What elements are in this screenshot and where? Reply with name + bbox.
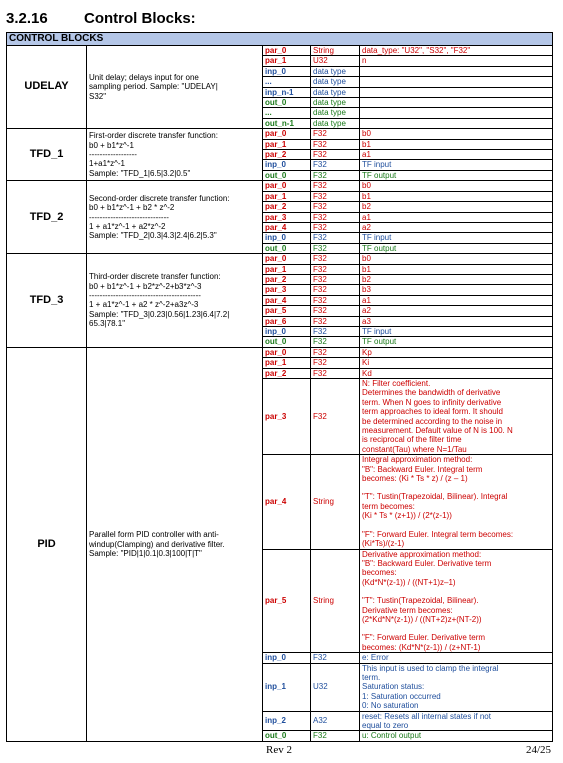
- description-line: b0 + b1*z^-1: [89, 140, 134, 150]
- description-line: sampling period. Sample: "UDELAY|: [89, 82, 218, 92]
- block-description: [87, 46, 263, 129]
- param-name: par_2: [263, 368, 311, 378]
- param-description: [360, 87, 553, 97]
- param-name: par_0: [263, 129, 311, 139]
- description-line: "T": Tustin(Trapezoidal, Bilinear).: [362, 596, 479, 606]
- description-line: "F": Forward Euler. Derivative term: [362, 633, 486, 643]
- param-name: ...: [263, 108, 311, 118]
- param-name: inp_0: [263, 160, 311, 170]
- param-description: TF output: [360, 243, 553, 253]
- param-name: par_4: [263, 295, 311, 305]
- param-description: TF input: [360, 326, 553, 336]
- param-type: F32: [311, 233, 360, 243]
- param-name: inp_0: [263, 326, 311, 336]
- param-description: u: Control output: [360, 731, 553, 741]
- param-description: TF output: [360, 337, 553, 347]
- description-line: constant(Tau) where N=1/Tau: [362, 444, 467, 454]
- description-line: equal to zero: [362, 721, 409, 730]
- param-description: a2: [360, 222, 553, 232]
- param-type: String: [311, 46, 360, 56]
- param-type: F32: [311, 285, 360, 295]
- block-description: [87, 129, 263, 181]
- param-type: F32: [311, 202, 360, 212]
- param-name: inp_0: [263, 233, 311, 243]
- description-line: 1 + a1*z^-1 + a2 * z^-2+a3z^-3: [89, 300, 199, 310]
- param-name: par_5: [263, 549, 311, 653]
- param-description: a1: [360, 212, 553, 222]
- description-line: N: Filter coefficient.: [362, 379, 431, 388]
- description-line: Saturation status:: [362, 682, 425, 692]
- param-type: String: [311, 455, 360, 549]
- param-type: F32: [311, 160, 360, 170]
- block-name: TFD_2: [7, 181, 87, 254]
- description-line: becomes: (Ki * Ts * z) / (z – 1): [362, 474, 468, 484]
- param-description: TF input: [360, 160, 553, 170]
- param-description: [360, 379, 553, 455]
- param-type: data type: [311, 87, 360, 97]
- param-row: [7, 129, 553, 139]
- param-type: F32: [311, 337, 360, 347]
- param-type: F32: [311, 150, 360, 160]
- blank-line: [362, 521, 550, 530]
- param-description: b1: [360, 139, 553, 149]
- param-name: par_0: [263, 181, 311, 191]
- param-type: data type: [311, 98, 360, 108]
- param-name: out_0: [263, 170, 311, 180]
- param-name: par_0: [263, 46, 311, 56]
- param-name: par_5: [263, 306, 311, 316]
- param-row: [7, 347, 553, 357]
- param-type: F32: [311, 212, 360, 222]
- footer-page-number: 24/25: [526, 744, 552, 756]
- description-line: This input is used to clamp the integral: [362, 663, 499, 673]
- param-description: n: [360, 56, 553, 66]
- param-description: [360, 549, 553, 653]
- param-type: F32: [311, 170, 360, 180]
- param-description: Ki: [360, 358, 553, 368]
- param-description: a1: [360, 295, 553, 305]
- description-line: Derivative approximation method:: [362, 549, 482, 559]
- param-type: F32: [311, 129, 360, 139]
- param-description: TF input: [360, 233, 553, 243]
- param-type: F32: [311, 731, 360, 741]
- param-type: F32: [311, 295, 360, 305]
- description-line: (Ki*Ts)/(z-1): [362, 539, 405, 549]
- block-name: PID: [7, 347, 87, 741]
- description-line: measurement. Default value of N is 100. N: [362, 426, 513, 436]
- param-description: e: Error: [360, 653, 553, 663]
- description-line: is reciprocal of the filter time: [362, 435, 462, 445]
- description-line: S32": [89, 91, 107, 101]
- param-type: F32: [311, 191, 360, 201]
- param-type: F32: [311, 347, 360, 357]
- description-line: 65.3|78.1": [89, 319, 126, 329]
- param-description: a3: [360, 316, 553, 326]
- param-row: [7, 46, 553, 56]
- param-name: par_1: [263, 264, 311, 274]
- param-description: b1: [360, 264, 553, 274]
- description-line: Determines the bandwidth of derivative: [362, 388, 501, 398]
- description-line: b0 + b1*z^-1 + b2 * z^-2: [89, 203, 175, 213]
- description-line: Third-order discrete transfer function:: [89, 272, 221, 282]
- description-line: Second-order discrete transfer function:: [89, 193, 230, 203]
- param-description: b0: [360, 129, 553, 139]
- param-description: TF output: [360, 170, 553, 180]
- param-name: out_n-1: [263, 118, 311, 128]
- param-description: b2: [360, 274, 553, 284]
- block-description: [87, 181, 263, 254]
- param-name: inp_n-1: [263, 87, 311, 97]
- block-description: [87, 254, 263, 348]
- param-type: A32: [311, 711, 360, 731]
- param-name: par_1: [263, 358, 311, 368]
- param-name: out_0: [263, 243, 311, 253]
- param-description: Kd: [360, 368, 553, 378]
- param-description: b0: [360, 181, 553, 191]
- section-title: Control Blocks:: [84, 10, 196, 27]
- param-name: par_2: [263, 150, 311, 160]
- description-line: term. When N goes to infinity derivative: [362, 397, 502, 407]
- description-line: Sample: "TFD_3|0.23|0.56|1.23|6.4|7.2|: [89, 309, 230, 319]
- blank-line: [362, 483, 550, 492]
- description-line: First-order discrete transfer function:: [89, 131, 218, 141]
- param-type: F32: [311, 358, 360, 368]
- param-name: par_6: [263, 316, 311, 326]
- block-description: [87, 347, 263, 741]
- description-line: ------------------------------: [89, 212, 169, 222]
- param-description: [360, 711, 553, 731]
- block-name: UDELAY: [7, 46, 87, 129]
- param-description: [360, 455, 553, 549]
- param-description: [360, 108, 553, 118]
- param-name: inp_0: [263, 66, 311, 76]
- param-type: F32: [311, 306, 360, 316]
- description-line: 1 + a1*z^-1 + a2*z^-2: [89, 221, 166, 231]
- description-line: Derivative term becomes:: [362, 605, 453, 615]
- table-title: CONTROL BLOCKS: [7, 33, 553, 46]
- footer-revision: Rev 2: [266, 744, 292, 756]
- param-name: out_0: [263, 337, 311, 347]
- param-row: [7, 181, 553, 191]
- param-type: String: [311, 549, 360, 653]
- description-line: reset: Resets all internal states if not: [362, 711, 491, 721]
- param-description: b0: [360, 254, 553, 264]
- param-name: inp_0: [263, 653, 311, 663]
- param-name: par_4: [263, 455, 311, 549]
- param-description: a1: [360, 150, 553, 160]
- description-line: term approaches to ideal form. It should: [362, 407, 503, 417]
- section-number: 3.2.16: [6, 10, 48, 27]
- param-type: data type: [311, 66, 360, 76]
- description-line: Sample: "PID|1|0.1|0.3|100|T|T": [89, 549, 202, 558]
- param-row: [7, 254, 553, 264]
- param-description: Kp: [360, 347, 553, 357]
- param-name: ...: [263, 77, 311, 87]
- description-line: "B": Backward Euler. Integral term: [362, 464, 483, 474]
- param-type: F32: [311, 181, 360, 191]
- param-description: a2: [360, 306, 553, 316]
- param-type: F32: [311, 379, 360, 455]
- block-name: TFD_3: [7, 254, 87, 348]
- param-name: par_2: [263, 274, 311, 284]
- description-line: becomes: (Kd*N*(z-1)) / (z+NT-1): [362, 642, 481, 652]
- param-name: par_1: [263, 139, 311, 149]
- param-type: F32: [311, 243, 360, 253]
- param-type: F32: [311, 264, 360, 274]
- blank-line: [362, 587, 550, 596]
- description-line: "B": Backward Euler. Derivative term: [362, 558, 492, 568]
- param-name: par_0: [263, 347, 311, 357]
- description-line: 1+a1*z^-1: [89, 159, 125, 169]
- param-type: F32: [311, 254, 360, 264]
- param-type: data type: [311, 77, 360, 87]
- param-name: inp_1: [263, 663, 311, 711]
- param-type: data type: [311, 108, 360, 118]
- param-type: U32: [311, 56, 360, 66]
- description-line: windup(Clamping) and derivative filter.: [89, 539, 225, 549]
- description-line: Sample: "TFD_1|6.5|3.2|0.5": [89, 168, 191, 178]
- control-blocks-table: [6, 32, 553, 742]
- table-title-row: [7, 33, 553, 46]
- description-line: "F": Forward Euler. Integral term becomes:: [362, 529, 514, 539]
- param-type: F32: [311, 368, 360, 378]
- param-description: [360, 66, 553, 76]
- block-name: TFD_1: [7, 129, 87, 181]
- param-type: F32: [311, 274, 360, 284]
- description-line: ------------------: [89, 150, 137, 160]
- description-line: b0 + b1*z^-1 + b2*z^-2+b3*z^-3: [89, 281, 202, 291]
- param-description: b1: [360, 191, 553, 201]
- description-line: 1: Saturation occurred: [362, 691, 441, 701]
- description-line: Parallel form PID controller with anti-: [89, 530, 219, 540]
- param-description: b3: [360, 285, 553, 295]
- param-name: out_0: [263, 731, 311, 741]
- param-name: par_1: [263, 191, 311, 201]
- blank-line: [362, 624, 550, 633]
- param-name: inp_2: [263, 711, 311, 731]
- param-name: par_2: [263, 202, 311, 212]
- param-name: out_0: [263, 98, 311, 108]
- param-type: F32: [311, 326, 360, 336]
- param-description: [360, 98, 553, 108]
- param-description: [360, 663, 553, 711]
- param-type: F32: [311, 222, 360, 232]
- param-type: data type: [311, 118, 360, 128]
- param-name: par_0: [263, 254, 311, 264]
- description-line: (Kd*N*(z-1)) / ((NT+1)z–1): [362, 577, 456, 587]
- param-description: data_type: "U32", "S32", "F32": [360, 46, 553, 56]
- param-name: par_3: [263, 285, 311, 295]
- description-line: Sample: "TFD_2|0.3|4.3|2.4|6.2|5.3": [89, 231, 217, 241]
- description-line: term becomes:: [362, 501, 415, 511]
- description-line: becomes:: [362, 568, 397, 578]
- section-heading: [6, 10, 196, 27]
- description-line: term.: [362, 672, 381, 682]
- param-name: par_3: [263, 212, 311, 222]
- description-line: Integral approximation method:: [362, 455, 473, 465]
- description-line: "T": Tustin(Trapezoidal, Bilinear). Integral: [362, 492, 508, 502]
- param-type: U32: [311, 663, 360, 711]
- description-line: be determined according to the noise in: [362, 416, 503, 426]
- param-type: F32: [311, 316, 360, 326]
- param-description: b2: [360, 202, 553, 212]
- param-type: F32: [311, 653, 360, 663]
- description-line: Unit delay; delays input for one: [89, 73, 199, 83]
- description-line: ------------------------------------------: [89, 291, 201, 301]
- description-line: (Ki * Ts * (z+1)) / (2*(z-1)): [362, 511, 452, 521]
- param-name: par_3: [263, 379, 311, 455]
- description-line: (2*Kd*N*(z-1)) / ((NT+2)z+(NT-2)): [362, 614, 482, 624]
- param-name: par_1: [263, 56, 311, 66]
- param-description: [360, 118, 553, 128]
- param-name: par_4: [263, 222, 311, 232]
- description-line: 0: No saturation: [362, 701, 419, 711]
- param-type: F32: [311, 139, 360, 149]
- param-description: [360, 77, 553, 87]
